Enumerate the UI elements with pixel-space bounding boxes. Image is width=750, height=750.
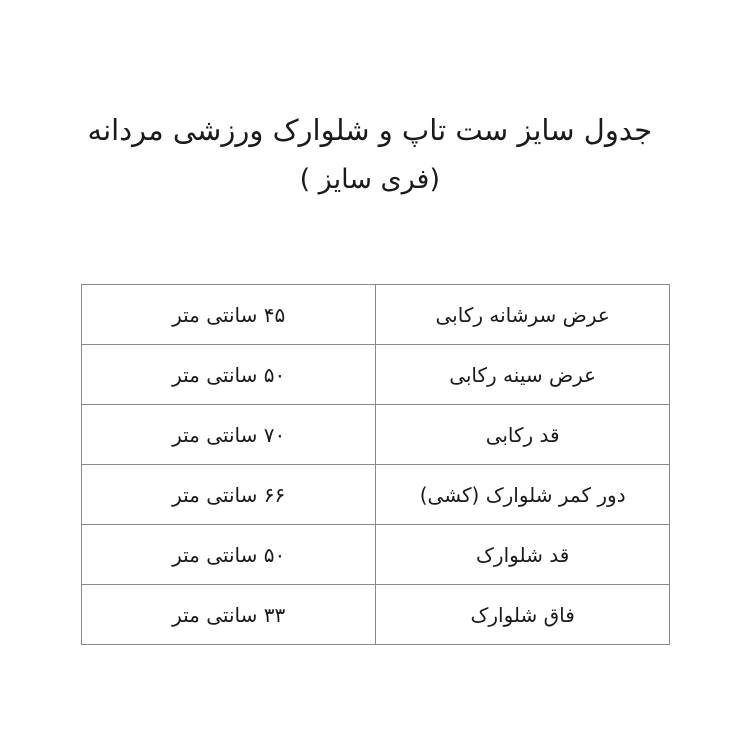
table-row [82, 405, 670, 465]
table-row [82, 345, 670, 405]
page-subtitle: (فری سایز ) [299, 164, 440, 195]
measurement-label: عرض سرشانه رکابی [376, 285, 670, 345]
table-row [82, 285, 670, 345]
table-row [82, 585, 670, 645]
measurement-label: قد رکابی [376, 405, 670, 465]
measurement-label: فاق شلوارک [376, 585, 670, 645]
measurement-value: ۵۰ سانتی متر [82, 525, 376, 585]
measurement-value: ۷۰ سانتی متر [82, 405, 376, 465]
measurement-value: ۶۶ سانتی متر [82, 465, 376, 525]
table-row [82, 465, 670, 525]
table-row [82, 525, 670, 585]
measurement-value: ۵۰ سانتی متر [82, 345, 376, 405]
page-title: جدول سایز ست تاپ و شلوارک ورزشی مردانه [87, 113, 652, 147]
measurement-value: ۴۵ سانتی متر [82, 285, 376, 345]
measurement-label: عرض سینه رکابی [376, 345, 670, 405]
measurement-value: ۳۳ سانتی متر [82, 585, 376, 645]
measurement-label: قد شلوارک [376, 525, 670, 585]
measurement-label: دور کمر شلوارک (کشی) [376, 465, 670, 525]
size-table [81, 284, 670, 645]
